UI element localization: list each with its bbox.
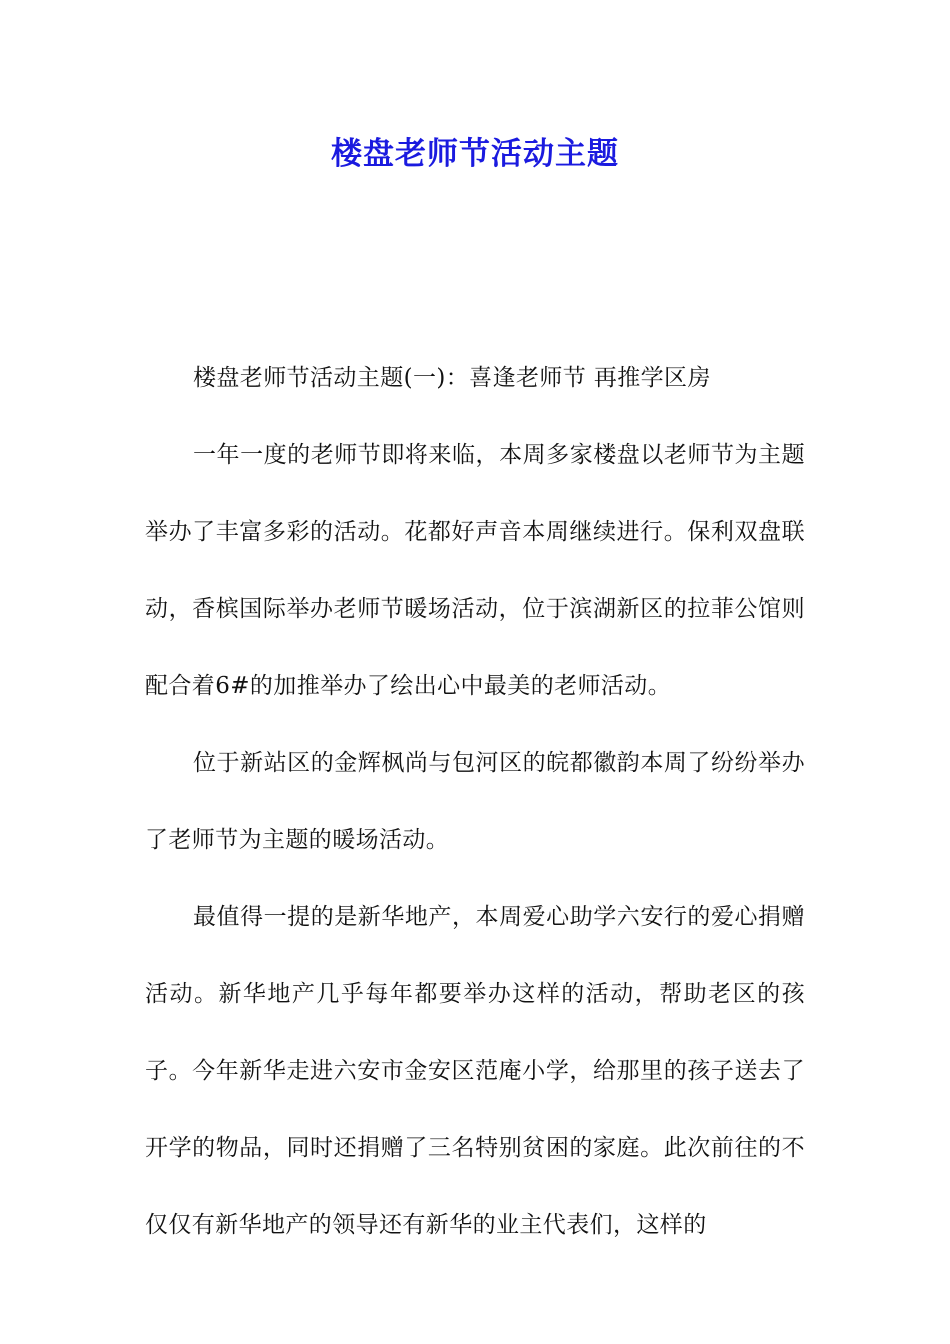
page-title: 楼盘老师节活动主题 — [331, 136, 619, 172]
section-subheading: 楼盘老师节活动主题(一)：喜逢老师节 再推学区房 — [193, 365, 711, 391]
document-body — [145, 340, 805, 1264]
paragraph-2: 位于新站区的金辉枫尚与包河区的皖都徽韵本周了纷纷举办了老师节为主题的暖场活动。 — [145, 750, 805, 853]
paragraph-3: 最值得一提的是新华地产，本周爱心助学六安行的爱心捐赠活动。新华地产几乎每年都要举办这样的活动，帮助老区的孩子。今年新华走进六安市金安区范庵小学，给那里的孩子送去了开学的物品，同时还捐赠了三名特别贫困的家庭。此次前往的不仅仅有新华地产的领导还有新华的业主代表们，这样的 — [145, 904, 805, 1238]
paragraph-1: 一年一度的老师节即将来临，本周多家楼盘以老师节为主题举办了丰富多彩的活动。花都好声音本周继续进行。保利双盘联动，香槟国际举办老师节暖场活动，位于滨湖新区的拉菲公馆则配合着6#的加推举办了绘出心中最美的老师活动。 — [145, 442, 805, 699]
